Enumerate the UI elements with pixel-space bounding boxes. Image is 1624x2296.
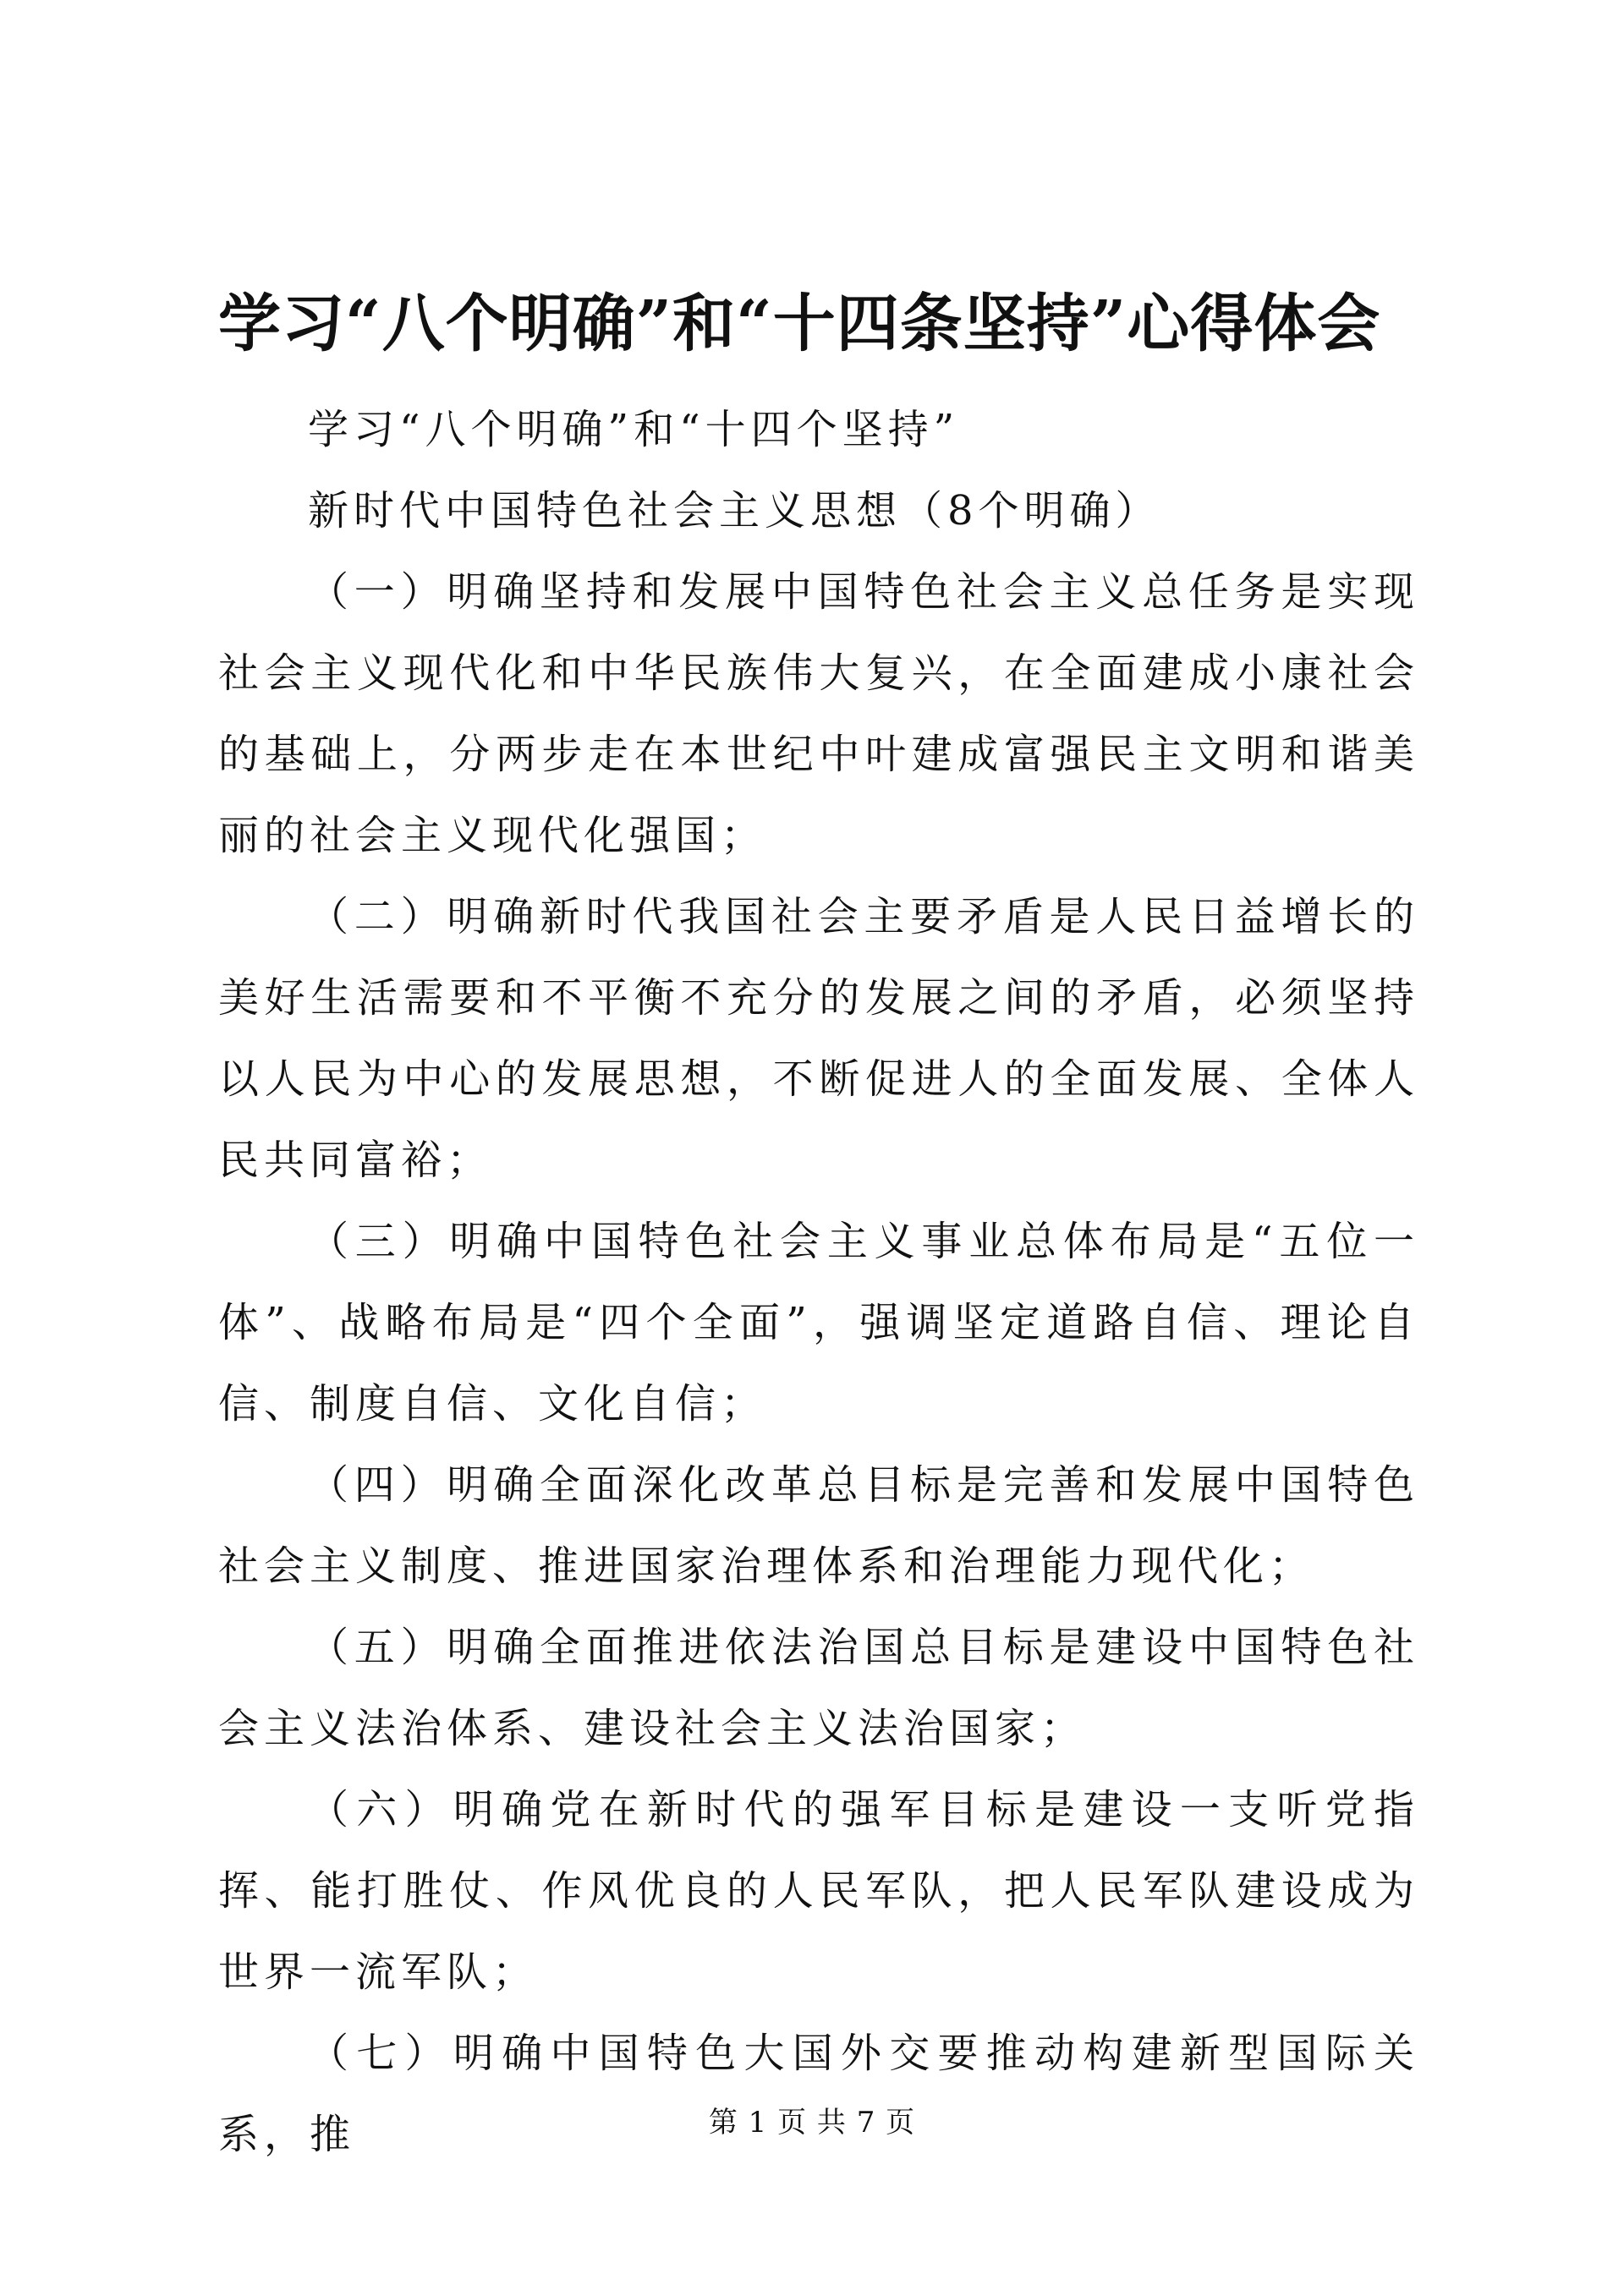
paragraph-item-2: （二）明确新时代我国社会主要矛盾是人民日益增长的美好生活需要和不平衡不充分的发展之间的矛盾，必须坚持以人民为中心的发展思想，不断促进人的全面发展、全体人民共同富裕；: [218, 893, 1419, 1184]
paragraph-item-3: （三）明确中国特色社会主义事业总体布局是“五位一体”、战略布局是“四个全面”，强调坚定道路自信、理论自信、制度自信、文化自信；: [218, 1218, 1419, 1427]
paragraph-item-7: （七）明确中国特色大国外交要推动构建新型国际关系，推: [218, 2030, 1419, 2158]
document-body: [218, 389, 1419, 2175]
paragraph-item-5: （五）明确全面推进依法治国总目标是建设中国特色社会主义法治体系、建设社会主义法治国家；: [218, 1624, 1419, 1752]
page-number-footer: 第 1 页 共 7 页: [708, 2106, 916, 2140]
document-title: 学习“八个明确”和“十四条坚持”心得体会: [218, 288, 1381, 360]
paragraph-item-1: （一）明确坚持和发展中国特色社会主义总任务是实现社会主义现代化和中华民族伟大复兴，在全面建成小康社会的基础上，分两步走在本世纪中叶建成富强民主文明和谐美丽的社会主义现代化强国；: [218, 568, 1419, 859]
section-heading-paragraph: 新时代中国特色社会主义思想（8个明确）: [308, 487, 1161, 534]
paragraph-item-6: （六）明确党在新时代的强军目标是建设一支听党指挥、能打胜仗、作风优良的人民军队，把人民军队建设成为世界一流军队；: [218, 1786, 1419, 1996]
subtitle-paragraph: 学习“八个明确”和“十四个坚持”: [308, 406, 960, 453]
paragraph-item-4: （四）明确全面深化改革总目标是完善和发展中国特色社会主义制度、推进国家治理体系和治理能力现代化；: [218, 1461, 1419, 1590]
